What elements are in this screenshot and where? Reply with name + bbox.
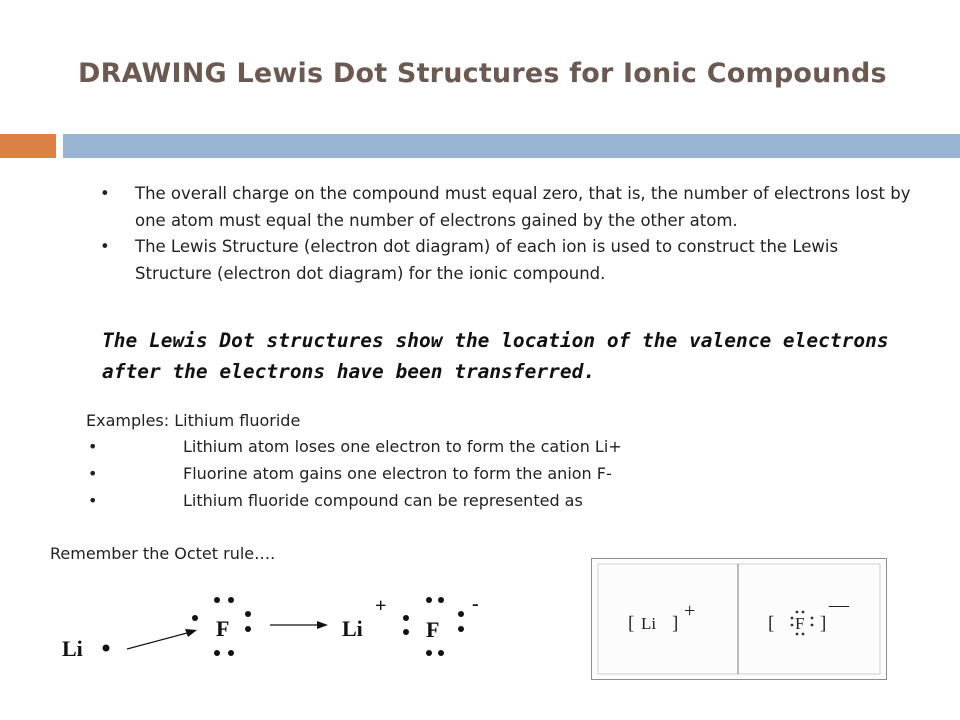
- examples-section: [86, 408, 846, 514]
- bullet-icon: •: [88, 491, 98, 510]
- anion-bracket-close: ]: [820, 613, 827, 634]
- cation-bracket-close: ]: [672, 613, 679, 634]
- f-ion-charge: -: [472, 593, 479, 615]
- bullet-item: [100, 181, 920, 234]
- cation-charge: +: [684, 600, 696, 622]
- header-bar: [63, 134, 960, 158]
- anion-charge: —: [829, 594, 849, 616]
- bullet-text: The Lewis Structure (electron dot diagram) of each ion is used to construct the Lewis Structure (electron dot diagram) for the ionic compound.: [135, 237, 839, 283]
- example-text: Lithium atom loses one electron to form the cation Li+: [183, 437, 622, 456]
- fluorine-atom: [192, 597, 251, 656]
- anion-bracket-open: [: [768, 613, 775, 634]
- electron-transfer-diagram: [40, 580, 510, 670]
- lewis-structure-box: [591, 558, 887, 680]
- cation-symbol: Li: [641, 614, 657, 633]
- bullet-text: The overall charge on the compound must equal zero, that is, the number of electrons lost by one atom must equal the number of electrons gained by the other atom.: [135, 184, 911, 230]
- example-text: Fluorine atom gains one electron to form the anion F-: [183, 464, 612, 483]
- bullet-icon: •: [100, 237, 110, 256]
- f-atom-symbol: F: [216, 616, 230, 641]
- reaction-arrowhead: [317, 621, 328, 629]
- example-item: [86, 433, 846, 460]
- bullet-item: [100, 234, 920, 287]
- bullet-icon: •: [88, 464, 98, 483]
- emphasis-text: The Lewis Dot structures show the location of the valence electrons after the electrons have been transferred.: [102, 329, 889, 383]
- li-atom-symbol: Li: [62, 636, 83, 661]
- fluoride-ion: [403, 597, 464, 656]
- example-item: [86, 487, 846, 514]
- li-ion-symbol: Li: [342, 616, 363, 641]
- transfer-arrowhead: [185, 629, 197, 637]
- example-item: [86, 460, 846, 487]
- li-ion-charge: +: [375, 595, 387, 617]
- examples-heading: Examples: Lithium fluoride: [86, 411, 301, 430]
- slide-title: DRAWING Lewis Dot Structures for Ionic Compounds: [78, 58, 887, 89]
- transfer-arrow: [127, 633, 187, 649]
- example-text: Lithium fluoride compound can be represented as: [183, 491, 583, 510]
- bullet-icon: •: [100, 184, 110, 203]
- octet-reminder: Remember the Octet rule….: [50, 544, 276, 563]
- bullet-icon: •: [88, 437, 98, 456]
- bullet-list: [100, 181, 920, 287]
- cation-bracket-open: [: [628, 613, 635, 634]
- accent-bar: [0, 134, 56, 158]
- li-valence-electron: [103, 645, 110, 652]
- lewis-structure-figure: [592, 559, 886, 679]
- f-ion-symbol: F: [426, 617, 440, 642]
- anion-symbol: F: [795, 614, 805, 633]
